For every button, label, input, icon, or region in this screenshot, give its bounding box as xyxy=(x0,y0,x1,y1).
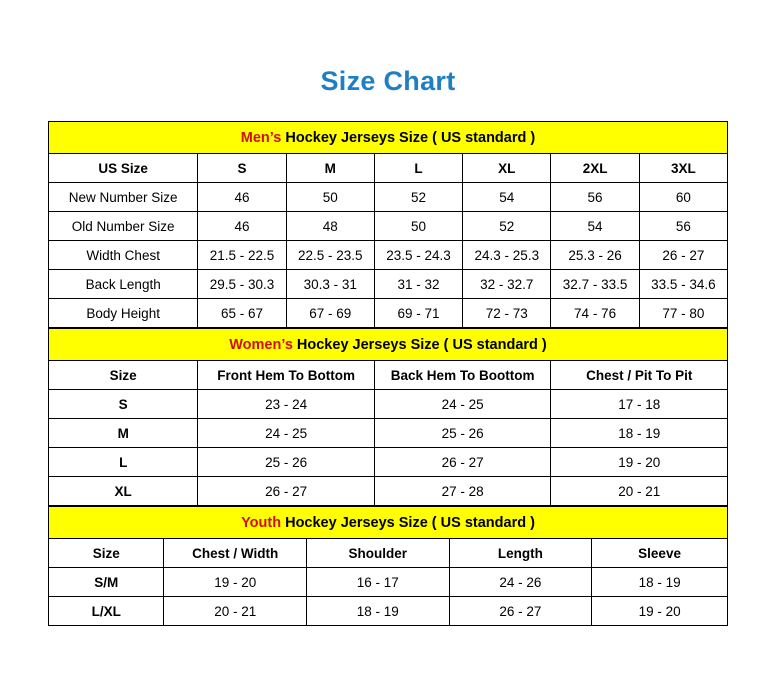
youth-row-1-val-0: 20 - 21 xyxy=(164,597,307,626)
mens-row-1-val-3: 52 xyxy=(463,212,551,241)
mens-row-1-val-5: 56 xyxy=(639,212,727,241)
mens-row-2-val-4: 25.3 - 26 xyxy=(551,241,639,270)
table-row xyxy=(49,477,728,506)
table-row xyxy=(49,299,728,328)
youth-row-1-val-1: 18 - 19 xyxy=(307,597,450,626)
table-row xyxy=(49,448,728,477)
youth-col-2: Shoulder xyxy=(307,539,450,568)
mens-row-3-val-1: 30.3 - 31 xyxy=(286,270,374,299)
womens-row-3-val-2: 20 - 21 xyxy=(551,477,728,506)
youth-row-0-label: S/M xyxy=(49,568,164,597)
mens-row-4-val-2: 69 - 71 xyxy=(374,299,462,328)
table-row xyxy=(49,597,728,626)
mens-size-table xyxy=(48,121,728,328)
mens-row-2-label: Width Chest xyxy=(49,241,198,270)
mens-row-3-val-2: 31 - 32 xyxy=(374,270,462,299)
womens-row-0-val-1: 24 - 25 xyxy=(374,390,551,419)
womens-row-2-label: L xyxy=(49,448,198,477)
youth-row-0-val-2: 24 - 26 xyxy=(449,568,592,597)
mens-column-header-row xyxy=(49,154,728,183)
mens-row-0-label: New Number Size xyxy=(49,183,198,212)
mens-col-4: XL xyxy=(463,154,551,183)
womens-row-1-label: M xyxy=(49,419,198,448)
womens-col-1: Front Hem To Bottom xyxy=(198,361,375,390)
womens-col-3: Chest / Pit To Pit xyxy=(551,361,728,390)
mens-row-3-val-0: 29.5 - 30.3 xyxy=(198,270,286,299)
mens-row-4-val-5: 77 - 80 xyxy=(639,299,727,328)
youth-row-1-label: L/XL xyxy=(49,597,164,626)
mens-row-3-val-4: 32.7 - 33.5 xyxy=(551,270,639,299)
womens-row-3-val-0: 26 - 27 xyxy=(198,477,375,506)
youth-row-0-val-0: 19 - 20 xyxy=(164,568,307,597)
womens-size-table xyxy=(48,328,728,506)
youth-col-4: Sleeve xyxy=(592,539,728,568)
table-row xyxy=(49,241,728,270)
page-title: Size Chart xyxy=(320,66,456,96)
mens-row-0-val-4: 56 xyxy=(551,183,639,212)
mens-row-1-val-2: 50 xyxy=(374,212,462,241)
mens-row-4-val-0: 65 - 67 xyxy=(198,299,286,328)
table-row xyxy=(49,270,728,299)
youth-col-3: Length xyxy=(449,539,592,568)
mens-row-3-val-3: 32 - 32.7 xyxy=(463,270,551,299)
womens-section-header xyxy=(49,329,728,361)
youth-row-1-val-2: 26 - 27 xyxy=(449,597,592,626)
mens-row-4-label: Body Height xyxy=(49,299,198,328)
mens-section-header-row xyxy=(49,122,728,154)
mens-col-2: M xyxy=(286,154,374,183)
mens-row-1-val-0: 46 xyxy=(198,212,286,241)
mens-row-0-val-2: 52 xyxy=(374,183,462,212)
mens-row-0-val-3: 54 xyxy=(463,183,551,212)
mens-col-1: S xyxy=(198,154,286,183)
mens-row-1-val-4: 54 xyxy=(551,212,639,241)
table-row xyxy=(49,419,728,448)
mens-row-0-val-5: 60 xyxy=(639,183,727,212)
table-row xyxy=(49,568,728,597)
womens-row-2-val-0: 25 - 26 xyxy=(198,448,375,477)
mens-row-2-val-3: 24.3 - 25.3 xyxy=(463,241,551,270)
mens-section-header xyxy=(49,122,728,154)
mens-col-5: 2XL xyxy=(551,154,639,183)
table-row xyxy=(49,212,728,241)
mens-header-rest: Hockey Jerseys Size ( US standard ) xyxy=(281,129,536,146)
womens-row-2-val-1: 26 - 27 xyxy=(374,448,551,477)
womens-row-2-val-2: 19 - 20 xyxy=(551,448,728,477)
womens-header-accent: Women’s xyxy=(229,336,293,353)
mens-header-accent: Men’s xyxy=(240,129,282,146)
youth-section-header xyxy=(49,507,728,539)
youth-col-1: Chest / Width xyxy=(164,539,307,568)
womens-column-header-row xyxy=(49,361,728,390)
mens-row-2-val-5: 26 - 27 xyxy=(639,241,727,270)
youth-column-header-row xyxy=(49,539,728,568)
mens-row-3-val-5: 33.5 - 34.6 xyxy=(639,270,727,299)
mens-row-4-val-4: 74 - 76 xyxy=(551,299,639,328)
charts-container xyxy=(48,121,728,626)
mens-row-4-val-1: 67 - 69 xyxy=(286,299,374,328)
youth-col-0: Size xyxy=(49,539,164,568)
womens-row-1-val-2: 18 - 19 xyxy=(551,419,728,448)
womens-row-0-label: S xyxy=(49,390,198,419)
womens-row-3-label: XL xyxy=(49,477,198,506)
womens-section-header-row xyxy=(49,329,728,361)
youth-section-header-row xyxy=(49,507,728,539)
womens-row-0-val-2: 17 - 18 xyxy=(551,390,728,419)
mens-row-0-val-1: 50 xyxy=(286,183,374,212)
womens-header-rest: Hockey Jerseys Size ( US standard ) xyxy=(292,336,547,353)
womens-row-3-val-1: 27 - 28 xyxy=(374,477,551,506)
mens-row-2-val-1: 22.5 - 23.5 xyxy=(286,241,374,270)
youth-row-0-val-3: 18 - 19 xyxy=(592,568,728,597)
table-row xyxy=(49,183,728,212)
mens-row-4-val-3: 72 - 73 xyxy=(463,299,551,328)
youth-size-table xyxy=(48,506,728,626)
womens-row-0-val-0: 23 - 24 xyxy=(198,390,375,419)
youth-header-accent: Youth xyxy=(241,514,282,531)
mens-row-2-val-0: 21.5 - 22.5 xyxy=(198,241,286,270)
womens-col-2: Back Hem To Boottom xyxy=(374,361,551,390)
mens-row-1-val-1: 48 xyxy=(286,212,374,241)
womens-row-1-val-0: 24 - 25 xyxy=(198,419,375,448)
youth-row-1-val-3: 19 - 20 xyxy=(592,597,728,626)
youth-header-rest: Hockey Jerseys Size ( US standard ) xyxy=(281,514,535,531)
youth-row-0-val-1: 16 - 17 xyxy=(307,568,450,597)
mens-col-6: 3XL xyxy=(639,154,727,183)
mens-row-2-val-2: 23.5 - 24.3 xyxy=(374,241,462,270)
mens-row-0-val-0: 46 xyxy=(198,183,286,212)
womens-col-0: Size xyxy=(49,361,198,390)
mens-row-1-label: Old Number Size xyxy=(49,212,198,241)
mens-row-3-label: Back Length xyxy=(49,270,198,299)
table-row xyxy=(49,390,728,419)
womens-row-1-val-1: 25 - 26 xyxy=(374,419,551,448)
mens-col-0: US Size xyxy=(49,154,198,183)
mens-col-3: L xyxy=(374,154,462,183)
